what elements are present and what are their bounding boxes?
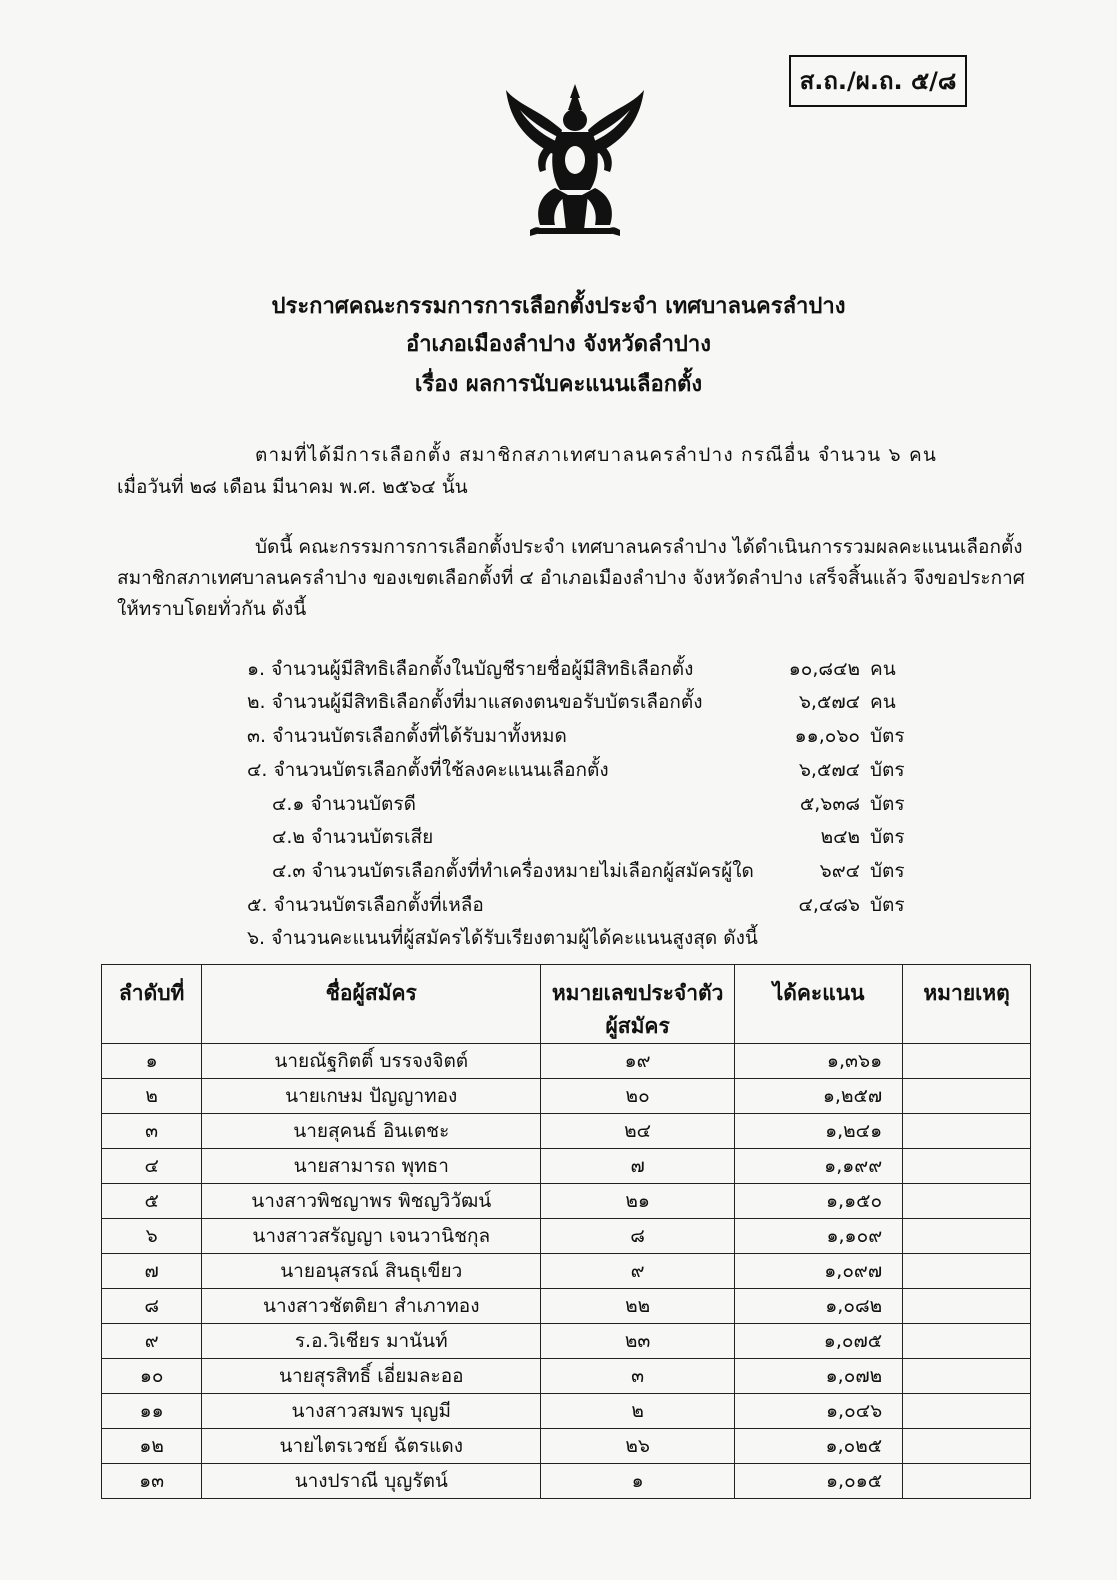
stat-label: ๔.๓ จำนวนบัตรเลือกตั้งที่ทำเครื่องหมายไม่เลือกผู้สมัครผู้ใด [272,860,754,882]
table-row [102,1184,1031,1219]
cell-no: ๑๑ [102,1394,202,1429]
table-row [102,1254,1031,1289]
cell-name: นางสาวสรัญญา เจนวานิชกุล [202,1219,541,1254]
stat-unit: บัตร [870,860,905,882]
form-code-box: ส.ถ./ผ.ถ. ๕/๘ [789,55,967,107]
stat-label: ๑. จำนวนผู้มีสิทธิเลือกตั้งในบัญชีรายชื่อผู้มีสิทธิเลือกตั้ง [247,658,694,680]
cell-note [903,1184,1031,1219]
table-row [102,1114,1031,1149]
intro-line-1: ตามที่ได้มีการเลือกตั้ง สมาชิกสภาเทศบาลนครลำปาง กรณีอื่น จำนวน ๖ คน [255,444,938,466]
table-header-row [102,965,1031,1044]
cell-score: ๑,๑๙๙ [735,1149,903,1184]
cell-no: ๑๒ [102,1429,202,1464]
table-row [102,1219,1031,1254]
cell-no: ๗ [102,1254,202,1289]
table-row [102,1079,1031,1114]
cell-name: นายสามารถ พุทธา [202,1149,541,1184]
cell-score: ๑,๐๗๕ [735,1324,903,1359]
stat-label: ๕. จำนวนบัตรเลือกตั้งที่เหลือ [247,894,484,916]
cell-note [903,1464,1031,1499]
stat-label: ๔. จำนวนบัตรเลือกตั้งที่ใช้ลงคะแนนเลือกตั้ง [247,759,609,781]
cell-number: ๒๒ [541,1289,735,1324]
cell-number: ๙ [541,1254,735,1289]
stat-unit: คน [870,658,896,680]
cell-score: ๑,๑๐๙ [735,1219,903,1254]
cell-no: ๕ [102,1184,202,1219]
stat-value: ๖,๕๗๔ [798,759,860,781]
cell-note [903,1044,1031,1079]
header-no: ลำดับที่ [102,965,202,1044]
cell-score: ๑,๐๘๒ [735,1289,903,1324]
announcement-line-2: สมาชิกสภาเทศบาลนครลำปาง ของเขตเลือกตั้งที่ ๔ อำเภอเมืองลำปาง จังหวัดลำปาง เสร็จสิ้นแล้ว จึงขอประกาศ [117,567,1025,589]
stat-value: ๑๑,๐๖๐ [794,725,860,747]
table-row [102,1359,1031,1394]
cell-note [903,1219,1031,1254]
cell-note [903,1289,1031,1324]
cell-name: นางสาวพิชญาพร พิชญวิวัฒน์ [202,1184,541,1219]
header-name: ชื่อผู้สมัคร [202,965,541,1044]
stat-label: ๔.๑ จำนวนบัตรดี [272,793,416,815]
cell-number: ๒๖ [541,1429,735,1464]
cell-score: ๑,๒๕๗ [735,1079,903,1114]
stat-unit: บัตร [870,759,905,781]
cell-note [903,1114,1031,1149]
stat-value: ๕,๖๓๘ [799,793,860,815]
cell-number: ๑ [541,1464,735,1499]
cell-note [903,1254,1031,1289]
cell-no: ๒ [102,1079,202,1114]
cell-note [903,1429,1031,1464]
header-score: ได้คะแนน [735,965,903,1044]
cell-no: ๑๐ [102,1359,202,1394]
stat-label: ๒. จำนวนผู้มีสิทธิเลือกตั้งที่มาแสดงตนขอรับบัตรเลือกตั้ง [247,691,703,713]
cell-number: ๘ [541,1219,735,1254]
table-row [102,1044,1031,1079]
cell-name: นายอนุสรณ์ สินธุเขียว [202,1254,541,1289]
cell-no: ๖ [102,1219,202,1254]
garuda-emblem-icon [500,80,650,240]
cell-name: ร.อ.วิเชียร มานันท์ [202,1324,541,1359]
cell-no: ๓ [102,1114,202,1149]
cell-number: ๗ [541,1149,735,1184]
cell-note [903,1079,1031,1114]
cell-name: นายณัฐกิตติ์ บรรจงจิตต์ [202,1044,541,1079]
cell-number: ๒๔ [541,1114,735,1149]
stat-unit: บัตร [870,826,905,848]
cell-no: ๑ [102,1044,202,1079]
intro-line-2: เมื่อวันที่ ๒๘ เดือน มีนาคม พ.ศ. ๒๕๖๔ นั้น [117,476,468,498]
cell-note [903,1324,1031,1359]
cell-score: ๑,๐๑๕ [735,1464,903,1499]
announcement-line-1: บัดนี้ คณะกรรมการการเลือกตั้งประจำ เทศบาลนครลำปาง ได้ดำเนินการรวมผลคะแนนเลือกตั้ง [255,536,1023,558]
cell-score: ๑,๑๕๐ [735,1184,903,1219]
table-row [102,1464,1031,1499]
cell-no: ๙ [102,1324,202,1359]
header-number-line-1: หมายเลขประจำตัว [551,981,724,1005]
header-number-line-2: ผู้สมัคร [605,1014,670,1038]
cell-note [903,1394,1031,1429]
stat-label: ๖. จำนวนคะแนนที่ผู้สมัครได้รับเรียงตามผู้ได้คะแนนสูงสุด ดังนี้ [247,927,758,949]
table-row [102,1394,1031,1429]
cell-score: ๑,๐๒๕ [735,1429,903,1464]
cell-note [903,1149,1031,1184]
announcement-district: อำเภอเมืองลำปาง จังหวัดลำปาง [405,332,711,357]
table-row [102,1429,1031,1464]
cell-name: นางสาวชัตติยา สำเภาทอง [202,1289,541,1324]
cell-no: ๘ [102,1289,202,1324]
stat-value: ๑๐,๘๔๒ [788,658,860,680]
announcement-title: ประกาศคณะกรรมการการเลือกตั้งประจำ เทศบาลนครลำปาง [271,294,846,319]
table-row [102,1324,1031,1359]
stat-label: ๔.๒ จำนวนบัตรเสีย [272,826,434,848]
cell-name: นางสาวสมพร บุญมี [202,1394,541,1429]
cell-note [903,1359,1031,1394]
cell-name: นายเกษม ปัญญาทอง [202,1079,541,1114]
cell-score: ๑,๐๙๗ [735,1254,903,1289]
cell-number: ๒ [541,1394,735,1429]
table-row [102,1289,1031,1324]
stat-unit: บัตร [870,725,905,747]
cell-score: ๑,๐๔๖ [735,1394,903,1429]
cell-no: ๔ [102,1149,202,1184]
announcement-subject: เรื่อง ผลการนับคะแนนเลือกตั้ง [414,372,703,397]
stat-value: ๒๔๒ [820,826,860,848]
stat-label: ๓. จำนวนบัตรเลือกตั้งที่ได้รับมาทั้งหมด [247,725,567,747]
cell-score: ๑,๓๖๑ [735,1044,903,1079]
cell-name: นายไตรเวชย์ ฉัตรแดง [202,1429,541,1464]
cell-score: ๑,๐๗๒ [735,1359,903,1394]
cell-name: นายสุรสิทธิ์ เอี่ยมละออ [202,1359,541,1394]
results-table [101,964,1031,1499]
stat-value: ๖,๕๗๔ [798,691,860,713]
stat-unit: บัตร [870,793,905,815]
stat-value: ๔,๔๘๖ [798,894,860,916]
cell-number: ๒๓ [541,1324,735,1359]
stat-unit: บัตร [870,894,905,916]
header-number [541,965,735,1044]
cell-number: ๓ [541,1359,735,1394]
announcement-line-3: ให้ทราบโดยทั่วกัน ดังนี้ [117,598,307,620]
cell-number: ๒๑ [541,1184,735,1219]
table-row [102,1149,1031,1184]
cell-name: นายสุคนธ์ อินเตชะ [202,1114,541,1149]
stat-value: ๖๙๔ [819,860,860,882]
header-note: หมายเหตุ [903,965,1031,1044]
cell-no: ๑๓ [102,1464,202,1499]
stat-unit: คน [870,691,896,713]
cell-name: นางปราณี บุญรัตน์ [202,1464,541,1499]
cell-number: ๑๙ [541,1044,735,1079]
cell-score: ๑,๒๔๑ [735,1114,903,1149]
cell-number: ๒๐ [541,1079,735,1114]
